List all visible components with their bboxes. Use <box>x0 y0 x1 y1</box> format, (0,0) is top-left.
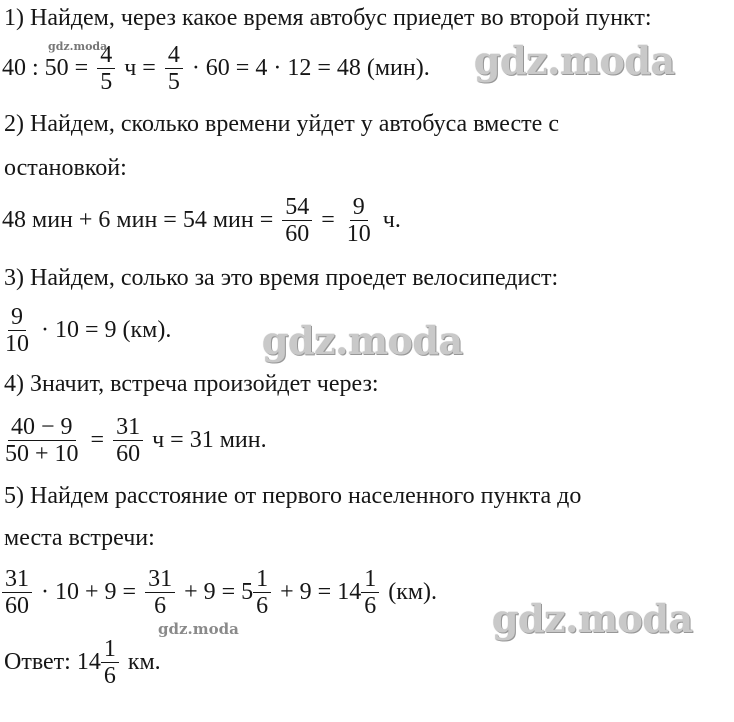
numerator: 31 <box>113 414 143 441</box>
numerator: 4 <box>165 42 183 69</box>
step-5-text-line-2: места встречи: <box>4 525 155 551</box>
denominator: 6 <box>154 592 167 619</box>
equation-1-part-c: · 60 = 4 · 12 = 48 (мин). <box>185 54 430 81</box>
fraction <box>253 566 271 619</box>
watermark-large: gdz.moda <box>262 318 463 363</box>
equation-5 <box>2 562 437 622</box>
denominator: 60 <box>285 220 310 247</box>
numerator: 40 − 9 <box>8 414 76 441</box>
step-2-text-line-2: остановкой: <box>4 155 127 181</box>
equation-3-part-a: · 10 = 9 (км). <box>35 316 172 343</box>
equation-4-part-b: ч = 31 мин. <box>146 426 267 453</box>
numerator: 4 <box>97 42 115 69</box>
step-2-text-line-1: 2) Найдем, сколько времени уйдет у автобуса вместе с <box>4 111 559 137</box>
numerator: 9 <box>350 194 368 221</box>
watermark-large: gdz.moda <box>492 596 693 641</box>
denominator: 60 <box>116 440 141 467</box>
denominator: 5 <box>167 68 180 95</box>
numerator: 9 <box>8 304 26 331</box>
fraction <box>2 304 32 357</box>
watermark-small: gdz.moda <box>158 620 239 638</box>
numerator: 1 <box>253 566 271 593</box>
step-5-text-line-1: 5) Найдем расстояние от первого населенного пункта до <box>4 483 582 509</box>
equation-1-part-a: 40 : 50 = <box>2 54 95 81</box>
step-3-text: 3) Найдем, солько за это время проедет велосипедист: <box>4 265 559 291</box>
fraction <box>2 566 32 619</box>
fraction <box>282 194 312 247</box>
equation-3 <box>2 300 171 360</box>
denominator: 50 + 10 <box>5 440 79 467</box>
denominator: 10 <box>346 220 371 247</box>
watermark-small: gdz.moda <box>48 40 108 53</box>
fraction <box>101 636 119 689</box>
answer <box>2 632 161 692</box>
watermark-large: gdz.moda <box>474 38 675 83</box>
equation-5-part-b: + 9 = 5 <box>178 578 254 605</box>
equation-2-part-b: = <box>315 206 341 233</box>
denominator: 6 <box>364 592 377 619</box>
numerator: 31 <box>145 566 175 593</box>
equation-4 <box>2 410 267 470</box>
denominator: 60 <box>5 592 29 619</box>
fraction <box>165 42 183 95</box>
fraction <box>344 194 374 247</box>
fraction <box>145 566 175 619</box>
equation-4-part-a: = <box>84 426 111 453</box>
denominator: 6 <box>103 662 116 689</box>
equation-2-part-a: 48 мин + 6 мин = 54 мин = <box>2 206 280 233</box>
step-1-text: 1) Найдем, через какое время автобус приедет во второй пункт: <box>4 5 652 31</box>
fraction <box>2 414 82 467</box>
denominator: 10 <box>5 330 29 357</box>
equation-5-part-c: + 9 = 14 <box>274 578 362 605</box>
numerator: 54 <box>282 194 312 221</box>
equation-1-part-b: ч = <box>118 54 162 81</box>
equation-2 <box>2 190 401 250</box>
equation-5-part-d: (км). <box>382 578 438 605</box>
denominator: 5 <box>100 68 113 95</box>
answer-part-a: Ответ: 14 <box>4 648 101 675</box>
denominator: 6 <box>256 592 269 619</box>
equation-2-part-c: ч. <box>376 206 401 233</box>
step-4-text: 4) Значит, встреча произойдет через: <box>4 371 379 397</box>
equation-5-part-a: · 10 + 9 = <box>35 578 143 605</box>
numerator: 31 <box>2 566 32 593</box>
numerator: 1 <box>101 636 119 663</box>
numerator: 1 <box>361 566 379 593</box>
fraction <box>113 414 143 467</box>
fraction <box>361 566 379 619</box>
answer-part-b: км. <box>121 648 161 675</box>
